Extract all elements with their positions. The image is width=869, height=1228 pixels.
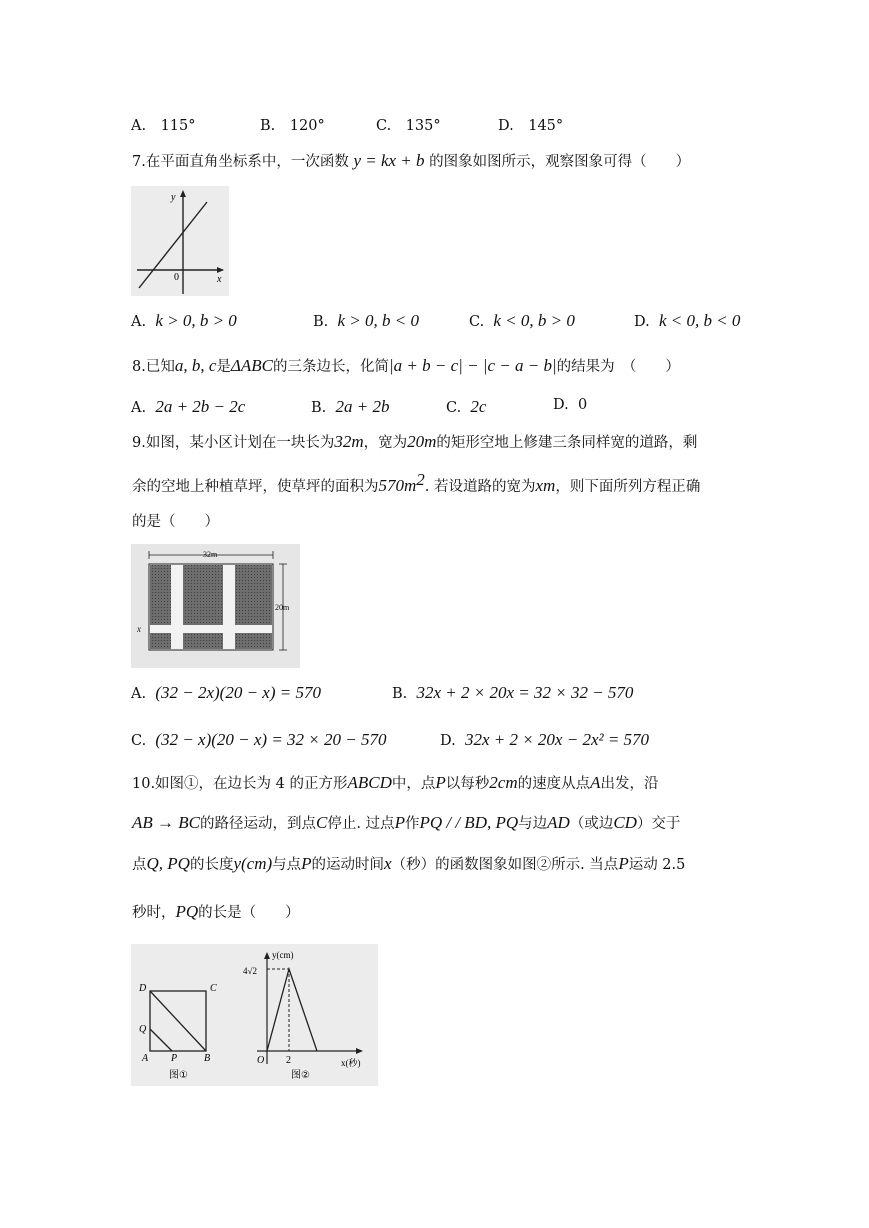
q10-stem-line2: AB → BC的路径运动，到点C停止. 过点P作PQ / / BD, PQ与边AD（或边CD）交于 bbox=[132, 813, 681, 832]
q9-width-label: 20m bbox=[275, 603, 290, 612]
q7-x-label: x bbox=[217, 274, 222, 285]
q9-option-b: B. 32x + 2 × 20x = 32 × 32 − 570 bbox=[392, 683, 634, 702]
q10-figures bbox=[131, 944, 378, 1086]
q9-option-c: C. (32 − x)(20 − x) = 32 × 20 − 570 bbox=[131, 730, 387, 749]
q7-equation: y = kx + b bbox=[353, 151, 425, 170]
svg-text:O: O bbox=[257, 1055, 265, 1066]
q6-option-b: B. 120° bbox=[260, 118, 325, 134]
q9-road-width-label: x bbox=[137, 624, 141, 634]
q10-stem-line3: 点Q, PQ的长度y(cm)与点P的运动时间x（秒）的函数图象如图②所示. 当点P运动 2.5 bbox=[132, 854, 686, 873]
q7-linear-graph bbox=[131, 186, 229, 296]
svg-text:y(cm): y(cm) bbox=[272, 950, 294, 960]
q8-option-a: A. 2a + 2b − 2c bbox=[131, 397, 246, 416]
svg-text:x(秒): x(秒) bbox=[341, 1058, 361, 1068]
svg-text:Q: Q bbox=[139, 1024, 147, 1035]
q9-option-d: D. 32x + 2 × 20x − 2x² = 570 bbox=[440, 730, 650, 749]
q6-option-c: C. 135° bbox=[376, 118, 441, 134]
q9-stem-line1: 9.如图，某小区计划在一块长为32m，宽为20m的矩形空地上修建三条同样宽的道路，剩 bbox=[132, 432, 698, 451]
q9-option-a: A. (32 − 2x)(20 − x) = 570 bbox=[131, 683, 321, 702]
svg-text:P: P bbox=[171, 1053, 178, 1064]
q7-option-c: C. k < 0, b > 0 bbox=[469, 311, 575, 330]
q10-function-graph bbox=[243, 950, 363, 1081]
q8-option-b: B. 2a + 2b bbox=[311, 397, 390, 416]
q7-stem: 7.在平面直角坐标系中，一次函数 y = kx + b 的图象如图所示，观察图象可得（ ） bbox=[132, 151, 691, 170]
q9-length-label: 32m bbox=[203, 550, 218, 559]
q9-stem-line2: 余的空地上种植草坪，使草坪的面积为$570m^2$. 若设道路的宽为xm，则下面所列方程正确 bbox=[132, 470, 701, 495]
q10-stem-line1: 10.如图①，在边长为 4 的正方形ABCD中，点P以每秒2cm的速度从点A出发，沿 bbox=[132, 773, 659, 792]
q7-origin-label: 0 bbox=[174, 272, 179, 283]
q9-field-figure bbox=[131, 544, 300, 668]
svg-text:D: D bbox=[139, 983, 147, 994]
svg-text:B: B bbox=[204, 1053, 211, 1064]
q8-stem: 8.已知a, b, c是ΔABC的三条边长，化简|a + b − c| − |c − a − b|的结果为 （ ） bbox=[132, 356, 680, 375]
q7-option-d: D. k < 0, b < 0 bbox=[634, 311, 741, 330]
q10-stem-line4: 秒时，PQ的长是（ ） bbox=[132, 902, 300, 921]
svg-text:2: 2 bbox=[286, 1055, 291, 1066]
q6-option-d: D. 145° bbox=[498, 118, 564, 134]
q10-fig1-caption: 图① bbox=[169, 1070, 188, 1081]
q6-option-a: A. 115° bbox=[131, 118, 196, 134]
q9-stem-line3: 的是（ ） bbox=[132, 514, 219, 530]
svg-text:C: C bbox=[210, 983, 217, 994]
q8-option-c: C. 2c bbox=[446, 397, 487, 416]
q10-fig2-caption: 图② bbox=[291, 1070, 310, 1081]
svg-text:4√2: 4√2 bbox=[243, 966, 257, 976]
q7-y-label: y bbox=[171, 192, 176, 203]
q8-option-d: D. 0 bbox=[553, 397, 588, 413]
svg-text:A: A bbox=[142, 1053, 149, 1064]
q8-expression: |a + b − c| − |c − a − b| bbox=[388, 356, 557, 375]
q10-square-figure bbox=[138, 983, 217, 1081]
q7-option-a: A. k > 0, b > 0 bbox=[131, 311, 237, 330]
q7-option-b: B. k > 0, b < 0 bbox=[313, 311, 419, 330]
